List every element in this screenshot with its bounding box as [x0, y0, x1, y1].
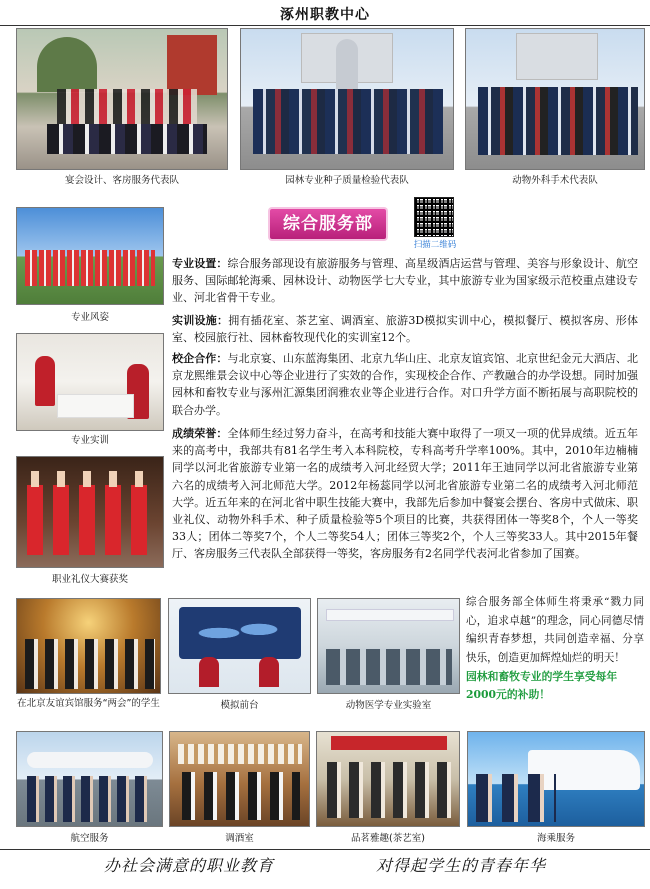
footer-slogan-right: 对得起学生的青春年华 [376, 856, 547, 875]
photo-caption: 模拟前台 [220, 700, 259, 711]
section-honors [172, 425, 638, 563]
team-photo-seed-testing [240, 28, 454, 170]
team-photo-animal-surgery [465, 28, 645, 170]
section-programs [172, 255, 638, 307]
section-facilities [172, 312, 638, 346]
photo-aviation-service [16, 731, 163, 827]
photo-caption: 调酒室 [225, 833, 254, 844]
photo-tea-room [316, 731, 460, 827]
subsidy-notice: 园林和畜牧专业的学生享受每年2000元的补助！ [466, 670, 618, 701]
qr-code[interactable] [414, 197, 454, 237]
photo-caption: 专业实训 [70, 435, 109, 446]
photo-caption: 动物外科手术代表队 [512, 175, 598, 186]
header-divider [0, 25, 650, 26]
footer-slogan-left: 办社会满意的职业教育 [104, 856, 275, 875]
section-body: 拥有插花室、茶艺室、调酒室、旅游3D模拟实训中心，模拟餐厅、模拟客房、形体室、校园旅行社、园林畜牧现代化的实训室12个。 [172, 314, 638, 345]
team-photo-banquet [16, 28, 228, 170]
photo-caption: 专业风姿 [70, 312, 109, 323]
photo-caption: 动物医学专业实验室 [345, 700, 432, 711]
photo-vet-lab [317, 598, 460, 694]
footer-divider [0, 849, 650, 850]
photo-caption: 在北京友谊宾馆服务“两会”的学生 [17, 698, 160, 709]
photo-caption: 职业礼仪大赛获奖 [51, 574, 128, 585]
closing-statement: 综合服务部全体师生将秉承“戮力同心，追求卓越”的理念，同心同德尽情编织青春梦想，共同创造幸福、分享快乐，创造更加辉煌灿烂的明天！ [466, 596, 644, 664]
photo-cruise-service [467, 731, 645, 827]
department-banner: 综合服务部 [270, 209, 386, 239]
photo-friendship-hotel [16, 598, 161, 694]
photo-etiquette-award [16, 456, 164, 568]
photo-professional-training [16, 333, 164, 431]
photo-bartending-room [169, 731, 310, 827]
photo-caption: 航空服务 [70, 833, 109, 844]
photo-caption: 品茗雅趣(茶艺室) [351, 833, 425, 844]
section-body: 全体师生经过努力奋斗，在高考和技能大赛中取得了一项又一项的优异成绩。近五年来的高考中，我部共有81名学生考入本科院校，专科高考升学率100%。其中，2010年边楠楠同学以河北省旅游专业第一名的成绩考入河北经贸大学；2011年王迪同学以河北省旅游专业第六名的成绩考入河北师范大学。2012年杨蕊同学以河北省旅游专业第二名的成绩考入河北师范大学。近五年来的在河北省中职生技能大赛中，我部先后参加中餐宴会摆台、客房中式做床、职业礼仪、动物外科手术、种子质量检验等5个项目的比赛，共获得团体一等奖8个，个人一等奖33人；团体二等奖7个，个人二等奖54人；团体三等奖2个，个人三等奖33人。其中2015年餐厅、客房服务三代表队全部获得一等奖，客房服务有2名同学代表河北省参加了国赛。 [172, 427, 639, 561]
section-cooperation [172, 350, 638, 419]
section-heading: 专业设置： [172, 257, 228, 270]
section-body: 与北京宴、山东蓝海集团、北京九华山庄、北京友谊宾馆、北京世纪金元大酒店、北京龙熙维景会议中心等企业进行了实效的合作，实现校企合作、产教融合的办学设想。同时加强园林和畜牧专业与涿州汇源集团润雅农业等企业进行合作。对口升学方面不断拓展与高职院校的联合办学。 [172, 352, 639, 417]
section-heading: 校企合作： [172, 352, 228, 365]
photo-caption: 园林专业种子质量检验代表队 [285, 175, 409, 186]
qr-caption: 扫描二维码 [413, 240, 457, 250]
section-heading: 实训设施： [172, 314, 229, 327]
section-heading: 成绩荣誉： [172, 427, 228, 440]
photo-mock-front-desk [168, 598, 311, 694]
page-title: 涿州职教中心 [280, 7, 370, 23]
photo-caption: 海乘服务 [536, 833, 575, 844]
section-body: 综合服务部现设有旅游服务与管理、高星级酒店运营与管理、美容与形象设计、航空服务、国际邮轮海乘、园林设计、动物医学七大专业，其中旅游专业为国家级示范校重点建设专业、河北省骨干专业。 [172, 257, 639, 305]
photo-professional-style [16, 207, 164, 305]
photo-caption: 宴会设计、客房服务代表队 [64, 175, 179, 186]
